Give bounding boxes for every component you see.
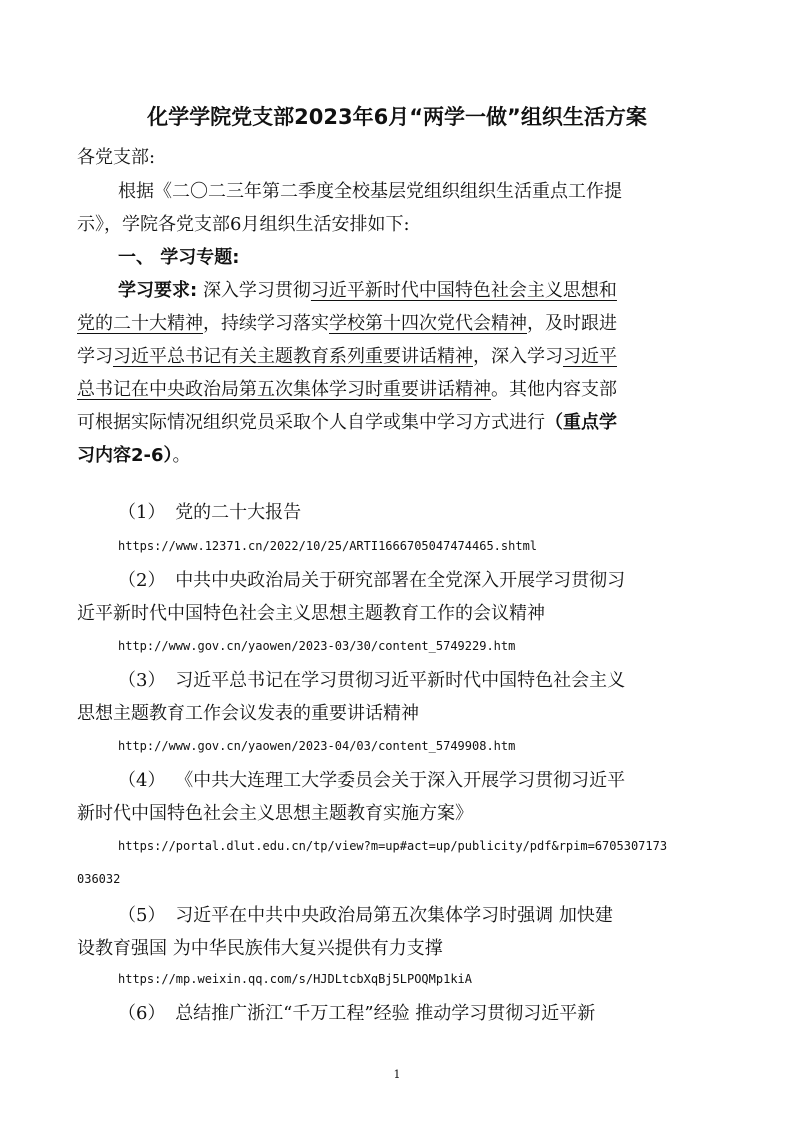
req-underlined: 总书记在中央政治局第五次集体学习时重要讲话精神 (77, 379, 491, 400)
item-title: 《中共大连理工大学委员会关于深入开展学习贯彻习近平 (175, 770, 626, 791)
item-title-cont: 设教育强国 为中华民族伟大复兴提供有力支撑 (77, 938, 443, 959)
section-heading: 一、 学习专题: (118, 247, 240, 268)
item-title-cont: 思想主题教育工作会议发表的重要讲话精神 (77, 703, 419, 724)
req-text: ，持续学习落实 (203, 313, 329, 334)
req-text: ，深入学习 (473, 346, 563, 367)
item-title: 中共中央政治局关于研究部署在全党深入开展学习贯彻习 (175, 570, 626, 591)
list-item (118, 899, 613, 932)
item-link[interactable]: http://www.gov.cn/yaowen/2023-04/03/content_5749908.htm (118, 739, 516, 753)
requirements-line-6 (77, 439, 191, 472)
item-title-cont: 近平新时代中国特色社会主义思想主题教育工作的会议精神 (77, 603, 545, 624)
req-text: 学习 (77, 346, 113, 367)
item-number: （4） (118, 770, 166, 791)
item-link[interactable]: https://www.12371.cn/2022/10/25/ARTI1666705047474465.shtml (118, 539, 538, 553)
item-number: （5） (118, 905, 166, 926)
item-title: 党的二十大报告 (175, 502, 302, 523)
salutation: 各党支部: (77, 147, 156, 168)
item-number: （2） (118, 570, 166, 591)
req-underlined: 学校第十四次党代会精神 (329, 313, 527, 334)
page-number: 1 (393, 1068, 401, 1081)
list-item (118, 764, 625, 797)
list-item (118, 564, 625, 597)
req-underlined: 党的二十大精神 (77, 313, 203, 334)
requirements-line-3 (77, 340, 617, 373)
req-underlined: 习近平总书记有关主题教育系列重要讲话精神 (113, 346, 473, 367)
item-link[interactable]: http://www.gov.cn/yaowen/2023-03/30/content_5749229.htm (118, 639, 516, 653)
intro-line-1: 根据《二〇二三年第二季度全校基层党组织组织生活重点工作提 (118, 181, 622, 202)
req-text: 。 (172, 445, 191, 466)
item-link[interactable]: https://mp.weixin.qq.com/s/HJDLtcbXqBj5LPOQMp1kiA (118, 972, 473, 986)
requirements-line-5 (77, 406, 617, 439)
item-title: 总结推广浙江“千万工程”经验 推动学习贯彻习近平新 (175, 1003, 596, 1024)
req-bold: 习内容2-6） (77, 445, 173, 466)
req-bold: （重点学 (545, 412, 617, 433)
req-underlined: 习近平 (563, 346, 617, 367)
requirements-line-1 (118, 274, 617, 307)
requirements-label: 学习要求: (118, 280, 198, 301)
req-text: 。其他内容支部 (491, 379, 617, 400)
list-item (118, 664, 625, 697)
item-number: （6） (118, 1003, 166, 1024)
requirements-line-2 (77, 307, 617, 340)
document-title: 化学学院党支部2023年6月“两学一做”组织生活方案 (147, 105, 647, 129)
item-title: 习近平总书记在学习贯彻习近平新时代中国特色社会主义 (175, 670, 626, 691)
item-link[interactable]: https://portal.dlut.edu.cn/tp/view?m=up#act=up/publicity/pdf&rpim=6705307173 (118, 839, 668, 853)
item-number: （1） (118, 502, 166, 523)
list-item (118, 496, 301, 529)
item-link-cont[interactable]: 036032 (77, 872, 121, 886)
item-title-cont: 新时代中国特色社会主义思想主题教育实施方案》 (77, 803, 473, 824)
item-title: 习近平在中共中央政治局第五次集体学习时强调 加快建 (175, 905, 613, 926)
intro-line-2: 示》，学院各党支部6月组织生活安排如下: (77, 214, 410, 235)
req-text: 可根据实际情况组织党员采取个人自学或集中学习方式进行 (77, 412, 545, 433)
item-number: （3） (118, 670, 166, 691)
list-item (118, 997, 595, 1030)
req-text: 深入学习贯彻 (202, 280, 311, 301)
requirements-line-4 (77, 373, 617, 406)
req-text: ，及时跟进 (527, 313, 617, 334)
req-underlined: 习近平新时代中国特色社会主义思想和 (310, 280, 617, 301)
